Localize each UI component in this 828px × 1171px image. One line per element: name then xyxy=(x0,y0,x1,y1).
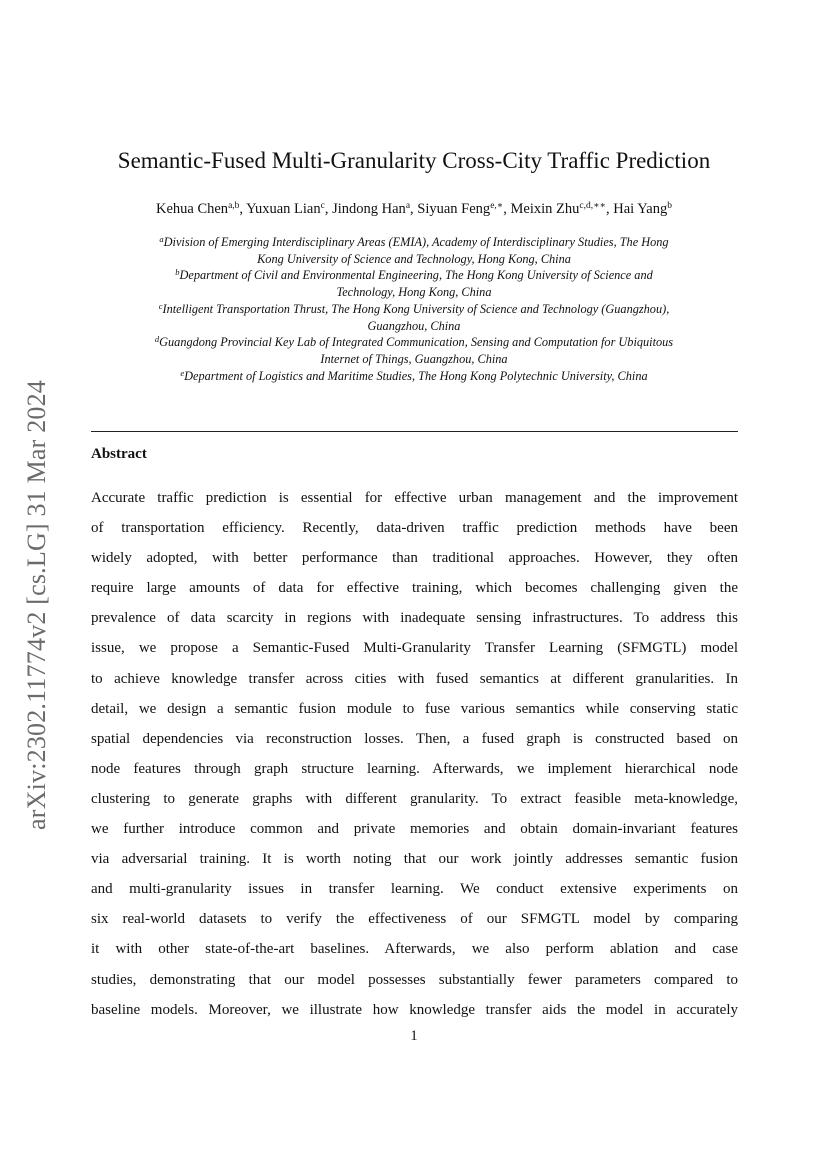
affiliation-text: Guangzhou, China xyxy=(367,318,461,333)
author-separator: , xyxy=(606,201,614,217)
affiliation-text: Guangdong Provincial Key Lab of Integrated Communication, Sensing and Computation for Ubiquitous xyxy=(159,335,674,350)
author-name: Kehua Chen xyxy=(155,201,229,217)
author-affiliation-mark: a,b xyxy=(228,201,240,211)
abstract-line: and multi-granularity issues in transfer learning. We conduct extensive experiments on xyxy=(91,881,738,898)
abstract-text xyxy=(91,483,738,1025)
author-name: Meixin Zhu xyxy=(510,201,580,217)
affiliation-line xyxy=(92,368,736,385)
author-separator: , xyxy=(239,201,247,217)
author xyxy=(246,201,332,217)
affiliation-text: Internet of Things, Guangzhou, China xyxy=(320,351,508,366)
author-list xyxy=(0,201,828,218)
affiliation-line xyxy=(92,334,736,351)
author xyxy=(417,201,510,217)
abstract-line: detail, we design a semantic fusion module to fuse various semantics while conserving static xyxy=(91,700,738,717)
affiliation-mark: e xyxy=(180,367,185,378)
author-affiliation-mark: e,∗ xyxy=(490,201,504,211)
author-name: Siyuan Feng xyxy=(417,201,491,217)
affiliation-line xyxy=(92,318,736,335)
author-separator: , xyxy=(410,201,418,217)
abstract-line: of transportation efficiency. Recently, data-driven traffic prediction methods have been xyxy=(91,520,738,537)
affiliation-mark: d xyxy=(154,334,160,345)
abstract-heading: Abstract xyxy=(91,446,147,462)
author-affiliation-mark: b xyxy=(667,201,672,211)
author xyxy=(511,201,614,217)
author xyxy=(332,201,417,217)
affiliation-line xyxy=(92,301,736,318)
author-separator: , xyxy=(324,201,333,217)
author xyxy=(156,201,246,217)
affiliation-mark: c xyxy=(158,300,163,311)
arxiv-identifier-stamp[interactable]: arXiv:2302.11774v2 [cs.LG] 31 Mar 2024 xyxy=(22,379,51,831)
section-divider xyxy=(91,431,738,432)
abstract-line: to achieve knowledge transfer across cities with fused semantics at different granularities. In xyxy=(91,670,738,687)
page-number: 1 xyxy=(410,1028,418,1044)
paper-title: Semantic-Fused Multi-Granularity Cross-City Traffic Prediction xyxy=(117,148,711,173)
affiliation-mark: b xyxy=(175,267,180,278)
affiliation-line xyxy=(92,284,736,301)
abstract-line: widely adopted, with better performance than traditional approaches. However, they often xyxy=(91,550,738,567)
affiliation-line xyxy=(92,351,736,368)
affiliation-mark: a xyxy=(159,234,164,244)
abstract-line: issue, we propose a Semantic-Fused Multi-Granularity Transfer Learning (SFMGTL) model xyxy=(91,640,738,657)
abstract-line: via adversarial training. It is worth noting that our work jointly addresses semantic fusion xyxy=(91,851,738,868)
abstract-line: we further introduce common and private memories and obtain domain-invariant features xyxy=(91,821,738,838)
abstract-line: studies, demonstrating that our model possesses substantially fewer parameters compared to xyxy=(91,971,738,988)
abstract-line: baseline models. Moreover, we illustrate how knowledge transfer aids the model in accurately xyxy=(91,1001,738,1018)
abstract-line: clustering to generate graphs with different granularity. To extract feasible meta-knowledge, xyxy=(91,790,738,807)
abstract-line: Accurate traffic prediction is essential for effective urban management and the improvement xyxy=(91,490,738,506)
abstract-line: it with other state-of-the-art baselines. Afterwards, we also perform ablation and case xyxy=(91,941,738,958)
affiliation-text: Technology, Hong Kong, China xyxy=(336,285,492,300)
abstract-line: require large amounts of data for effective training, which becomes challenging given the xyxy=(91,580,738,597)
affiliation-line xyxy=(92,234,736,251)
author-affiliation-mark: c,d,∗∗ xyxy=(579,201,607,211)
abstract-line: prevalence of data scarcity in regions with inadequate sensing infrastructures. To address this xyxy=(91,610,738,627)
author xyxy=(613,201,672,217)
author-name: Yuxuan Lian xyxy=(246,201,321,217)
author-name: Hai Yang xyxy=(613,201,668,217)
affiliation-line xyxy=(92,251,736,268)
author-affiliation-mark: c xyxy=(320,201,325,211)
affiliation-text: Division of Emerging Interdisciplinary Areas (EMIA), Academy of Interdisciplinary Studies, The Hong xyxy=(163,235,669,249)
affiliation-list xyxy=(92,234,736,384)
abstract-line: spatial dependencies via reconstruction losses. Then, a fused graph is constructed based on xyxy=(91,730,738,747)
affiliation-text: Kong University of Science and Technology, Hong Kong, China xyxy=(257,251,571,266)
author-separator: , xyxy=(503,201,511,217)
affiliation-text: Department of Logistics and Maritime Studies, The Hong Kong Polytechnic University, China xyxy=(184,368,648,383)
abstract-line: six real-world datasets to verify the effectiveness of our SFMGTL model by comparing xyxy=(91,911,738,928)
author-affiliation-mark: a xyxy=(405,201,411,211)
affiliation-text: Department of Civil and Environmental Engineering, The Hong Kong University of Science and xyxy=(179,268,653,283)
author-name: Jindong Han xyxy=(332,201,406,217)
affiliation-text: Intelligent Transportation Thrust, The Hong Kong University of Science and Technology (Guangzhou), xyxy=(162,301,670,316)
affiliation-line xyxy=(92,267,736,284)
abstract-line: node features through graph structure learning. Afterwards, we implement hierarchical node xyxy=(91,760,738,777)
